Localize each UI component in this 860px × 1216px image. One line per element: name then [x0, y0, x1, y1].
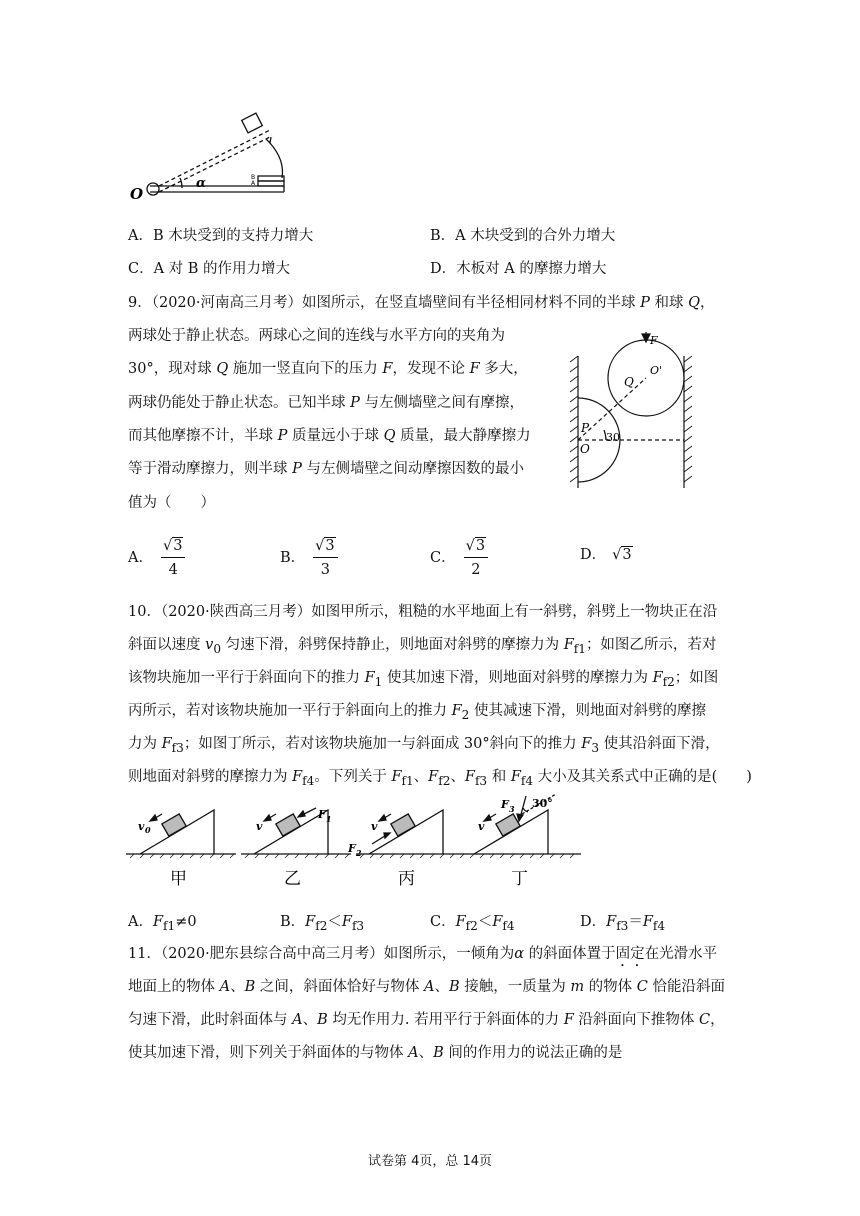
q9-option-b: B． $\frac{√3}{3}$ [280, 536, 338, 580]
q9-option-d: D． √3 [580, 547, 632, 563]
q11-line-4: 使其加速下滑，则下列关于斜面体的与物体 A、B 间的作用力的说法正确的是 [128, 1045, 623, 1061]
q9-option-c: C． $\frac{√3}{2}$ [430, 536, 488, 580]
q9-line-2: 两球处于静止状态。两球心之间的连线与水平方向的夹角为 [128, 328, 505, 344]
q10-option-b: B．$F_{f2}<F_{f3}$ [280, 914, 365, 933]
fig-yi-v: v [256, 820, 263, 833]
page-footer: 试卷第 4页，总 14页 [367, 1154, 493, 1169]
fig-bing-name: 丙 [398, 869, 415, 889]
fig-ding-angle: 30° [532, 797, 553, 810]
q9-line-7: 值为（ ） [128, 495, 215, 511]
q9-line-4: 两球仍能处于静止状态。已知半球 P 与左侧墙壁之间有摩擦， [128, 395, 524, 411]
q10-line-5: 力为 $F_{f3}$；如图丁所示，若对该物块施加一与斜面成 30°斜向下的推力 $F_3$ 使其沿斜面下滑， [128, 736, 720, 755]
fig-ding-name: 丁 [511, 869, 528, 889]
q10-line-4: 丙所示，若对该物块施加一平行于斜面向上的推力 $F_2$ 使其减速下滑，则地面对斜劈的摩擦 [128, 703, 706, 722]
q11-line-1: 11．（2020·肥东县综合高中高三月考）如图所示，一倾角为α 的斜面体置于固定在光滑水平 [128, 946, 718, 962]
q9-line-1: 9．（2020·河南高三月考）如图所示，在竖直墙壁间有半径相同材料不同的半球 P 和球 Q， [128, 295, 715, 311]
q10-line-1: 10．（2020·陕西高三月考）如图甲所示，粗糙的水平地面上有一斜劈，斜劈上一物块正在沿 [128, 604, 718, 620]
q10-option-c: C．$F_{f2}<F_{f4}$ [430, 914, 515, 933]
label-q: Q [624, 375, 634, 389]
q8-option-b: B．A 木块受到的合外力增大 [430, 228, 616, 244]
label-a: A [251, 180, 256, 187]
q11-line-3: 匀速下滑，此时斜面体与 A、B 均无作用力. 若用平行于斜面体的力 F 沿斜面向下推物体 C， [128, 1012, 725, 1028]
fig-ding-v: v [478, 820, 485, 833]
q8-option-c: C．A 对 B 的作用力增大 [128, 261, 291, 277]
fig-yi-f: F [318, 808, 326, 821]
fig-bing-f: F [348, 842, 356, 855]
q9-line-5: 而其他摩擦不计，半球 P 质量远小于球 Q 质量，最大静摩擦力 [128, 428, 531, 444]
fig-bing-f-sub: 2 [356, 848, 362, 858]
label-o: O [580, 442, 590, 456]
fig-jia-name: 甲 [170, 869, 187, 889]
fig-jia-v: v [138, 820, 145, 833]
label-o: O [130, 185, 144, 203]
fig-yi-f-sub: 1 [326, 814, 332, 824]
q10-line-3: 该物块施加一平行于斜面向下的推力 $F_1$ 使其加速下滑，则地面对斜劈的摩擦力为 $F_{f2}$；如图 [128, 670, 719, 689]
q10-figures [126, 794, 586, 894]
fig-ding-f: F [501, 798, 509, 811]
label-o-prime: O' [650, 364, 663, 377]
fig-ding-f-sub: 3 [509, 804, 515, 814]
fig-jia-v-sub: 0 [145, 825, 151, 835]
q9-figure [566, 332, 706, 492]
fig-yi-name: 乙 [284, 869, 301, 889]
q10-line-6: 则地面对斜劈的摩擦力为 $F_{f4}$。下列关于 $F_{f1}$、$F_{f2}$、$F_{f3}$ 和 $F_{f4}$ 大小及其关系式中正确的是( ) [128, 769, 752, 788]
label-p: P [581, 421, 590, 435]
q9-line-6: 等于滑动摩擦力，则半球 P 与左侧墙壁之间动摩擦因数的最小 [128, 461, 524, 477]
q11-line-2: 地面上的物体 A、B 之间，斜面体恰好与物体 A、B 接触，一质量为 m 的物体 C 恰能沿斜面 [128, 979, 726, 995]
fig-bing-v: v [371, 820, 378, 833]
label-f: F [650, 334, 658, 347]
q10-line-2: 斜面以速度 $v_0$ 匀速下滑，斜劈保持静止，则地面对斜劈的摩擦力为 $F_{f1}$；如图乙所示，若对 [128, 637, 717, 656]
q8-option-a: A．B 木块受到的支持力增大 [128, 228, 314, 244]
label-alpha: α [196, 176, 207, 191]
label-30: 30 [606, 431, 620, 444]
q9-line-3: 30°，现对球 Q 施加一竖直向下的压力 F，发现不论 F 多大， [128, 361, 528, 377]
q8-figure [120, 108, 300, 208]
label-b: B [251, 174, 256, 181]
q8-option-d: D．木板对 A 的摩擦力增大 [430, 261, 607, 277]
q10-option-a: A．$F_{f1}\ne 0$ [128, 914, 197, 933]
q9-option-a: A． $\frac{√3}{4}$ [128, 536, 185, 580]
q10-option-d: D．$F_{f3}=F_{f4}$ [580, 914, 666, 933]
